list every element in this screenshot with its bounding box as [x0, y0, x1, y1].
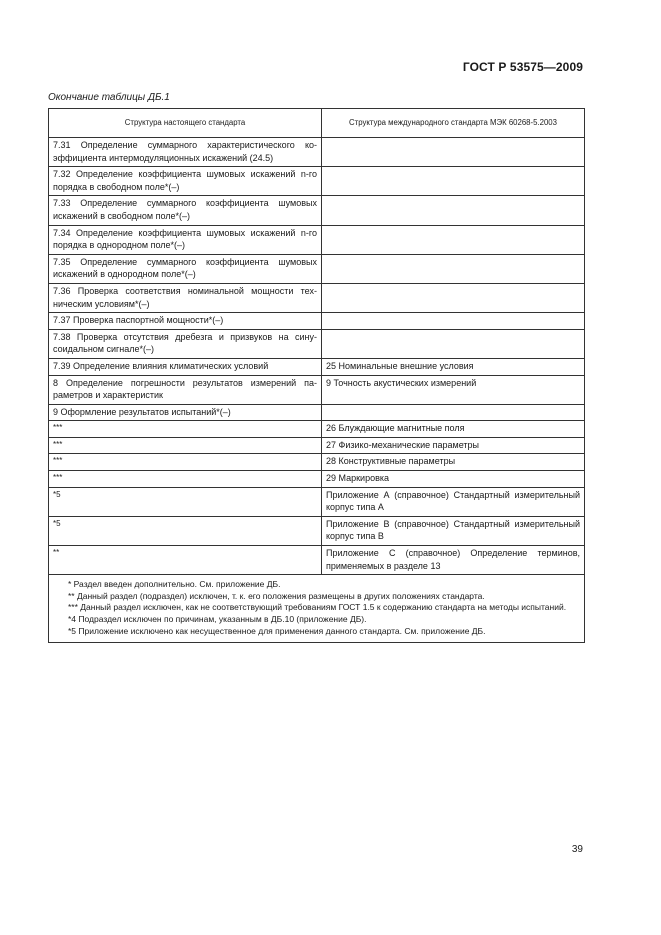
table-caption: Окончание таблицы ДБ.1	[48, 92, 170, 103]
cell-international	[322, 167, 585, 196]
table-row-marked	[49, 487, 585, 516]
column-header-international: Структура международного стандарта МЭК 60268-5.2003	[322, 109, 585, 138]
cell-footnote-mark: **	[49, 546, 322, 575]
cell-national: 7.37 Проверка паспортной мощности*(–)	[49, 313, 322, 330]
cell-international	[322, 404, 585, 421]
cell-international	[322, 138, 585, 167]
cell-international: 26 Блуждающие магнитные поля	[322, 421, 585, 438]
cell-national: 7.31 Определение суммарного характеристического коэффициента интермодуляционных искажений (24.5)	[49, 138, 322, 167]
cell-international	[322, 196, 585, 225]
cell-footnote-mark: ***	[49, 471, 322, 488]
cell-international	[322, 313, 585, 330]
table-row-marked	[49, 454, 585, 471]
table-row	[49, 254, 585, 283]
table-header-row	[49, 109, 585, 138]
cell-international: 27 Физико-механические параметры	[322, 437, 585, 454]
cell-footnote-mark: ***	[49, 454, 322, 471]
cell-international: Приложение С (справочное) Определение терминов, применяемых в разделе 13	[322, 546, 585, 575]
footnote: ** Данный раздел (подраздел) исключен, т. к. его положения размещены в других положениях стандарта.	[68, 590, 485, 601]
table-row	[49, 313, 585, 330]
table-notes-row	[49, 575, 585, 643]
cell-national: 7.35 Определение суммарного коэффициента шумовых искажений в однородном поле*(–)	[49, 254, 322, 283]
table-notes	[49, 575, 585, 643]
table-row-marked	[49, 471, 585, 488]
standard-designation: ГОСТ Р 53575—2009	[462, 60, 583, 74]
table-row	[49, 225, 585, 254]
cell-international	[322, 329, 585, 358]
cell-footnote-mark: *5	[49, 516, 322, 545]
footnote: *5 Приложение исключено как несущественное для применения данного стандарта. См. приложение ДБ.	[68, 625, 486, 636]
cell-national: 7.38 Проверка отсутствия дребезга и призвуков на синусоидальном сигнале*(–)	[49, 329, 322, 358]
cell-national: 8 Определение погрешности результатов измерений параметров и характеристик	[49, 375, 322, 404]
table-row	[49, 329, 585, 358]
table-row	[49, 167, 585, 196]
cell-international: 25 Номинальные внешние условия	[322, 358, 585, 375]
table-row-marked	[49, 546, 585, 575]
table-row-marked	[49, 421, 585, 438]
cell-international	[322, 283, 585, 312]
cell-international: Приложение В (справочное) Стандартный измерительный корпус типа В	[322, 516, 585, 545]
cell-national: 7.34 Определение коэффициента шумовых искажений n-го порядка в однородном поле*(–)	[49, 225, 322, 254]
page-number: 39	[571, 844, 583, 855]
table-row	[49, 404, 585, 421]
cell-international	[322, 254, 585, 283]
cell-national: 7.32 Определение коэффициента шумовых искажений n-го порядка в свободном поле*(–)	[49, 167, 322, 196]
footnote: * Раздел введен дополнительно. См. приложение ДБ.	[68, 579, 281, 590]
comparison-table-wrapper	[48, 108, 584, 643]
comparison-table	[48, 108, 585, 643]
cell-footnote-mark: ***	[49, 421, 322, 438]
footnote: *** Данный раздел исключен, как не соответствующий требованиям ГОСТ 1.5 к содержанию стандарта на методы испытаний.	[68, 602, 567, 613]
table-row	[49, 283, 585, 312]
cell-international: 29 Маркировка	[322, 471, 585, 488]
cell-international	[322, 225, 585, 254]
table-row	[49, 138, 585, 167]
table-row	[49, 375, 585, 404]
table-row-marked	[49, 516, 585, 545]
footnote: *4 Подраздел исключен по причинам, указанным в ДБ.10 (приложение ДБ).	[68, 614, 367, 624]
cell-footnote-mark: *5	[49, 487, 322, 516]
cell-national: 7.39 Определение влияния климатических условий	[49, 358, 322, 375]
cell-national: 7.36 Проверка соответствия номинальной мощности техническим условиям*(–)	[49, 283, 322, 312]
cell-footnote-mark: ***	[49, 437, 322, 454]
cell-national: 7.33 Определение суммарного коэффициента шумовых искажений в свободном поле*(–)	[49, 196, 322, 225]
cell-national: 9 Оформление результатов испытаний*(–)	[49, 404, 322, 421]
table-row-marked	[49, 437, 585, 454]
table-row	[49, 358, 585, 375]
cell-international: 9 Точность акустических измерений	[322, 375, 585, 404]
column-header-national: Структура настоящего стандарта	[49, 109, 322, 138]
cell-international: 28 Конструктивные параметры	[322, 454, 585, 471]
cell-international: Приложение А (справочное) Стандартный измерительный корпус типа А	[322, 487, 585, 516]
table-row	[49, 196, 585, 225]
